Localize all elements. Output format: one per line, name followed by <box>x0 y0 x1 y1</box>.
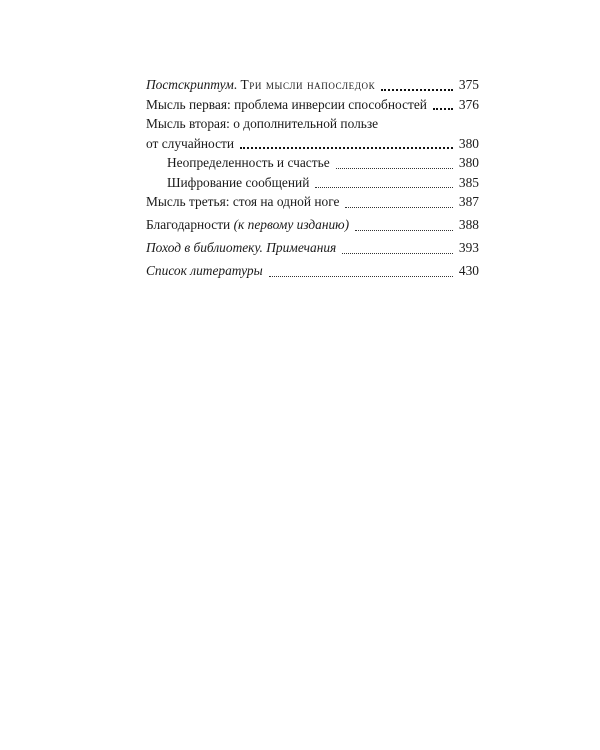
toc-page-number: 387 <box>458 194 479 209</box>
dot-leader <box>240 137 453 149</box>
toc-title-italic: (к первому изданию) <box>233 217 350 232</box>
toc-page-number: 380 <box>458 155 479 170</box>
toc-entry-acknowledgements[interactable] <box>146 215 479 235</box>
dot-leader <box>336 158 453 169</box>
toc-title-separator: . <box>233 77 241 92</box>
toc-entry-thought-three[interactable] <box>146 192 479 212</box>
toc-entry-title <box>146 75 375 95</box>
toc-page-number: 375 <box>458 77 479 92</box>
toc-entry-title <box>146 261 263 281</box>
table-of-contents <box>146 75 479 281</box>
dot-leader <box>345 197 453 208</box>
toc-page-number: 388 <box>458 217 479 232</box>
dot-leader <box>355 220 453 231</box>
toc-page-number: 393 <box>458 240 479 255</box>
toc-page-number: 376 <box>458 96 479 112</box>
toc-page-number: 430 <box>458 263 479 278</box>
toc-entry-thought-one[interactable] <box>146 95 479 115</box>
dot-leader <box>269 266 453 277</box>
toc-entry-title: Шифрование сообщений <box>167 174 310 190</box>
toc-entry-title: Мысль третья: стоя на одной ноге <box>146 194 340 209</box>
dot-leader <box>433 98 453 110</box>
toc-entry-uncertainty-happiness[interactable] <box>146 153 479 173</box>
toc-entry-title-line2: от случайности <box>146 135 235 151</box>
toc-entry-title <box>146 238 336 258</box>
toc-page-number: 380 <box>458 135 479 151</box>
toc-entry-title: Мысль первая: проблема инверсии способностей <box>146 96 427 112</box>
dot-leader <box>381 79 453 91</box>
toc-entry-title-line1: Мысль вторая: о дополнительной пользе <box>146 116 379 131</box>
toc-entry-notes[interactable] <box>146 238 479 258</box>
toc-title-main: Благодарности <box>146 217 234 232</box>
toc-entry-thought-two[interactable] <box>146 114 479 153</box>
toc-title-italic: Поход в библиотеку. Примечания <box>146 240 337 255</box>
toc-entry-bibliography[interactable] <box>146 261 479 281</box>
dot-leader <box>315 177 453 188</box>
toc-entry-title <box>146 215 349 235</box>
toc-page-number: 385 <box>458 174 479 190</box>
toc-title-smallcaps: Три мысли напоследок <box>240 77 376 92</box>
dot-leader <box>342 243 453 254</box>
toc-title-italic: Постскриптум <box>146 77 234 92</box>
toc-entry-postscript[interactable] <box>146 75 479 95</box>
toc-title-italic: Список литературы <box>146 263 263 278</box>
toc-entry-title: Неопределенность и счастье <box>167 155 330 170</box>
toc-entry-encryption[interactable] <box>146 173 479 193</box>
